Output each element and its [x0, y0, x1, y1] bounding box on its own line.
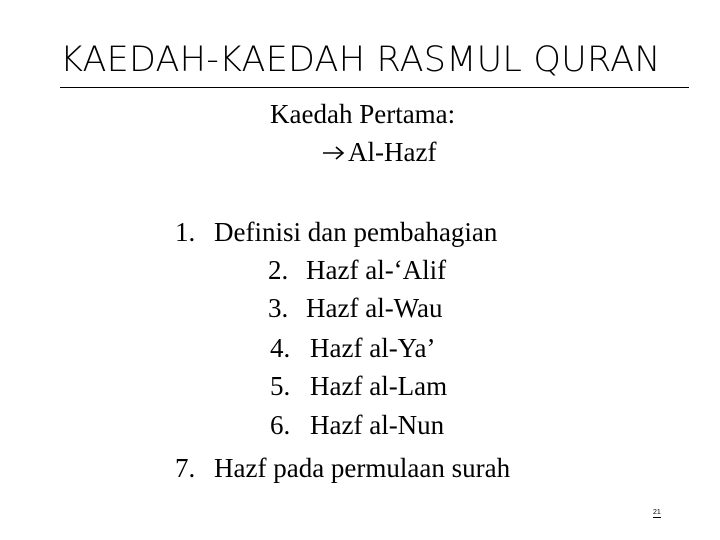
list-item: [175, 450, 510, 487]
slide-subtitle: Kaedah Pertama:: [270, 99, 456, 129]
list-item: [268, 290, 443, 327]
list-item-number: 3.: [268, 293, 289, 323]
list-item-text: Hazf al-Lam: [310, 371, 448, 401]
list-item-text: Hazf al-‘Alif: [306, 255, 447, 285]
list-item-text: Hazf al-Nun: [310, 410, 445, 440]
arrow-line: [322, 134, 436, 171]
list-item-text: Hazf pada permulaan surah: [214, 453, 511, 483]
list-item: [268, 252, 446, 289]
list-item-number: 7.: [175, 453, 196, 483]
list-item-number: 5.: [270, 371, 291, 401]
list-item: [270, 368, 447, 405]
list-item: [175, 214, 497, 251]
list-item-text: Definisi dan pembahagian: [214, 217, 498, 247]
list-item-number: 2.: [268, 255, 289, 285]
list-item-number: 1.: [175, 217, 196, 247]
list-item: [270, 407, 444, 444]
list-item-text: Hazf al-Ya’: [310, 333, 436, 363]
page-number: 21: [653, 509, 661, 516]
arrow-text: Al-Hazf: [348, 137, 437, 167]
list-item-number: 6.: [270, 410, 291, 440]
list-item-text: Hazf al-Wau: [306, 293, 443, 323]
slide-title: KAEDAH-KAEDAH RASMUL QURAN: [60, 40, 689, 88]
right-arrow-icon: [322, 134, 348, 171]
list-item: [270, 330, 435, 367]
list-item-number: 4.: [270, 333, 291, 363]
